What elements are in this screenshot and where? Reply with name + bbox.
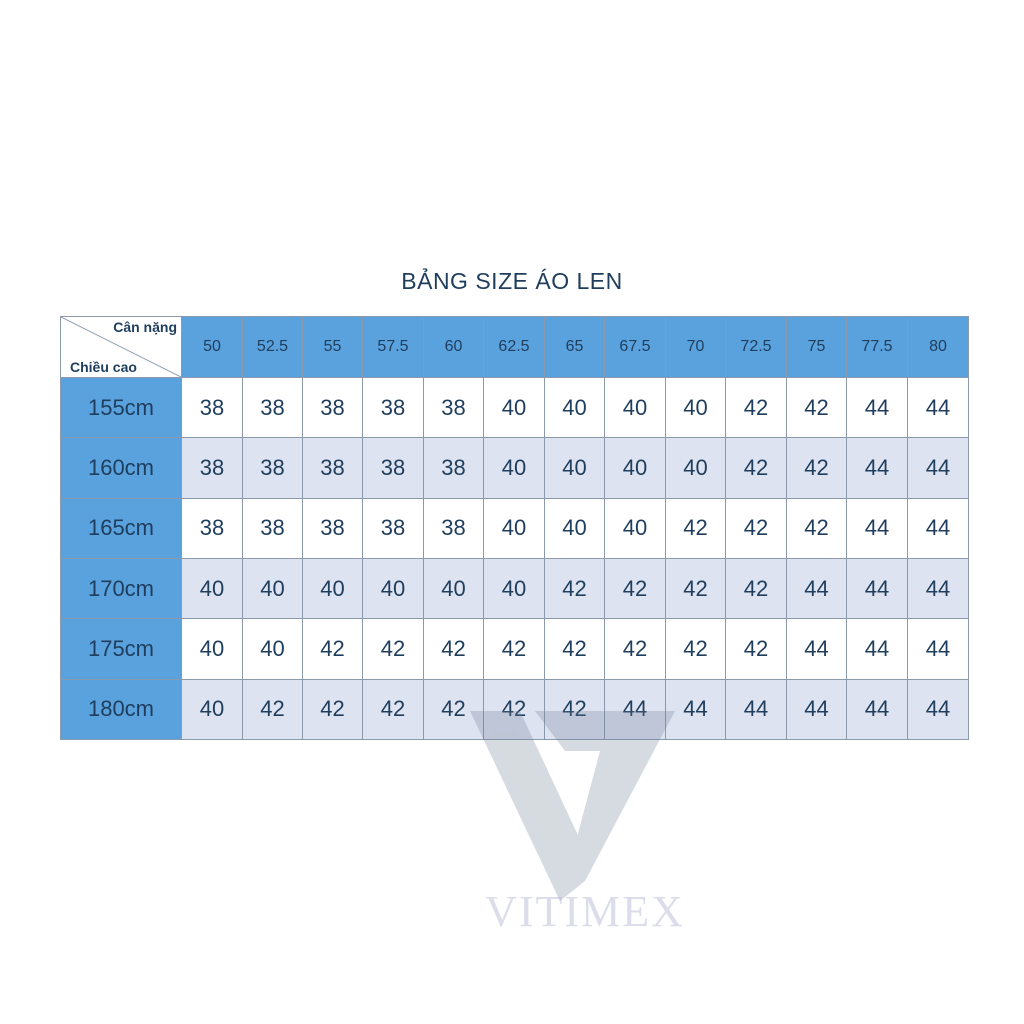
page-title: BẢNG SIZE ÁO LEN — [401, 268, 623, 294]
size-cell: 38 — [243, 438, 303, 498]
size-cell: 44 — [908, 679, 969, 739]
size-cell: 42 — [787, 438, 847, 498]
weight-header-cell: 62.5 — [484, 317, 545, 378]
size-cell: 44 — [787, 558, 847, 618]
size-cell: 40 — [363, 558, 424, 618]
weight-header-cell: 67.5 — [605, 317, 666, 378]
size-cell: 40 — [605, 378, 666, 438]
weight-header-cell: 77.5 — [847, 317, 908, 378]
size-cell: 40 — [243, 558, 303, 618]
size-cell: 42 — [363, 619, 424, 679]
table-row — [61, 498, 969, 558]
height-header-cell: 175cm — [61, 619, 182, 679]
size-cell: 44 — [787, 679, 847, 739]
size-cell: 44 — [787, 619, 847, 679]
size-cell: 42 — [726, 378, 787, 438]
size-cell: 44 — [666, 679, 726, 739]
size-cell: 40 — [484, 498, 545, 558]
size-cell: 38 — [303, 378, 363, 438]
size-cell: 38 — [363, 378, 424, 438]
corner-header-cell — [61, 317, 182, 378]
height-header-cell: 180cm — [61, 679, 182, 739]
size-cell: 44 — [847, 438, 908, 498]
watermark-text: VITIMEX — [485, 887, 685, 936]
size-cell: 42 — [545, 679, 605, 739]
size-cell: 38 — [424, 378, 484, 438]
weight-header-cell: 57.5 — [363, 317, 424, 378]
size-cell: 40 — [545, 438, 605, 498]
weight-header-cell: 55 — [303, 317, 363, 378]
size-cell: 42 — [605, 558, 666, 618]
size-cell: 42 — [424, 679, 484, 739]
size-cell: 44 — [847, 679, 908, 739]
size-cell: 44 — [908, 498, 969, 558]
height-header-cell: 170cm — [61, 558, 182, 618]
size-cell: 42 — [605, 619, 666, 679]
weight-header-row — [61, 317, 969, 378]
weight-header-cell: 72.5 — [726, 317, 787, 378]
size-cell: 40 — [545, 378, 605, 438]
size-cell: 42 — [726, 558, 787, 618]
weight-axis-label: Cân nặng — [113, 319, 177, 335]
size-cell: 42 — [726, 498, 787, 558]
size-cell: 38 — [424, 438, 484, 498]
size-cell: 40 — [424, 558, 484, 618]
size-cell: 42 — [424, 619, 484, 679]
size-cell: 42 — [303, 619, 363, 679]
height-header-cell: 160cm — [61, 438, 182, 498]
weight-header-cell: 65 — [545, 317, 605, 378]
size-cell: 42 — [484, 619, 545, 679]
size-table — [60, 316, 969, 740]
size-cell: 38 — [182, 378, 243, 438]
size-cell: 44 — [908, 438, 969, 498]
table-row — [61, 679, 969, 739]
size-cell: 40 — [605, 498, 666, 558]
size-table-body — [61, 378, 969, 740]
size-cell: 38 — [182, 498, 243, 558]
size-cell: 44 — [605, 679, 666, 739]
table-row — [61, 619, 969, 679]
size-cell: 42 — [787, 498, 847, 558]
weight-header-cell: 70 — [666, 317, 726, 378]
weight-header-cell: 60 — [424, 317, 484, 378]
size-cell: 44 — [908, 619, 969, 679]
size-cell: 38 — [303, 498, 363, 558]
size-cell: 40 — [666, 438, 726, 498]
weight-header-cell: 50 — [182, 317, 243, 378]
size-cell: 40 — [303, 558, 363, 618]
size-cell: 42 — [726, 619, 787, 679]
size-table-container — [60, 316, 968, 936]
size-cell: 38 — [424, 498, 484, 558]
height-header-cell: 165cm — [61, 498, 182, 558]
size-cell: 44 — [847, 378, 908, 438]
table-row — [61, 378, 969, 438]
table-row — [61, 438, 969, 498]
size-cell: 40 — [484, 378, 545, 438]
size-cell: 38 — [243, 378, 303, 438]
size-cell: 42 — [666, 498, 726, 558]
size-cell: 44 — [847, 558, 908, 618]
size-cell: 44 — [726, 679, 787, 739]
size-cell: 42 — [545, 619, 605, 679]
size-cell: 40 — [545, 498, 605, 558]
size-cell: 42 — [787, 378, 847, 438]
size-cell: 38 — [303, 438, 363, 498]
size-cell: 42 — [303, 679, 363, 739]
size-cell: 38 — [363, 438, 424, 498]
size-cell: 42 — [363, 679, 424, 739]
size-cell: 40 — [484, 558, 545, 618]
size-cell: 44 — [847, 619, 908, 679]
size-cell: 42 — [726, 438, 787, 498]
size-cell: 40 — [182, 558, 243, 618]
size-cell: 40 — [666, 378, 726, 438]
table-row — [61, 558, 969, 618]
size-cell: 40 — [243, 619, 303, 679]
size-cell: 38 — [243, 498, 303, 558]
size-cell: 44 — [847, 498, 908, 558]
weight-header-cell: 80 — [908, 317, 969, 378]
size-cell: 40 — [182, 619, 243, 679]
size-cell: 38 — [363, 498, 424, 558]
size-cell: 42 — [666, 558, 726, 618]
size-cell: 44 — [908, 378, 969, 438]
height-axis-label: Chiều cao — [70, 359, 137, 375]
size-cell: 38 — [182, 438, 243, 498]
weight-header-cell: 52.5 — [243, 317, 303, 378]
size-cell: 40 — [182, 679, 243, 739]
size-cell: 42 — [484, 679, 545, 739]
size-cell: 40 — [605, 438, 666, 498]
size-cell: 42 — [243, 679, 303, 739]
size-cell: 44 — [908, 558, 969, 618]
height-header-cell: 155cm — [61, 378, 182, 438]
vitimex-watermark — [440, 711, 730, 951]
weight-header-cell: 75 — [787, 317, 847, 378]
size-cell: 42 — [545, 558, 605, 618]
size-cell: 42 — [666, 619, 726, 679]
size-cell: 40 — [484, 438, 545, 498]
